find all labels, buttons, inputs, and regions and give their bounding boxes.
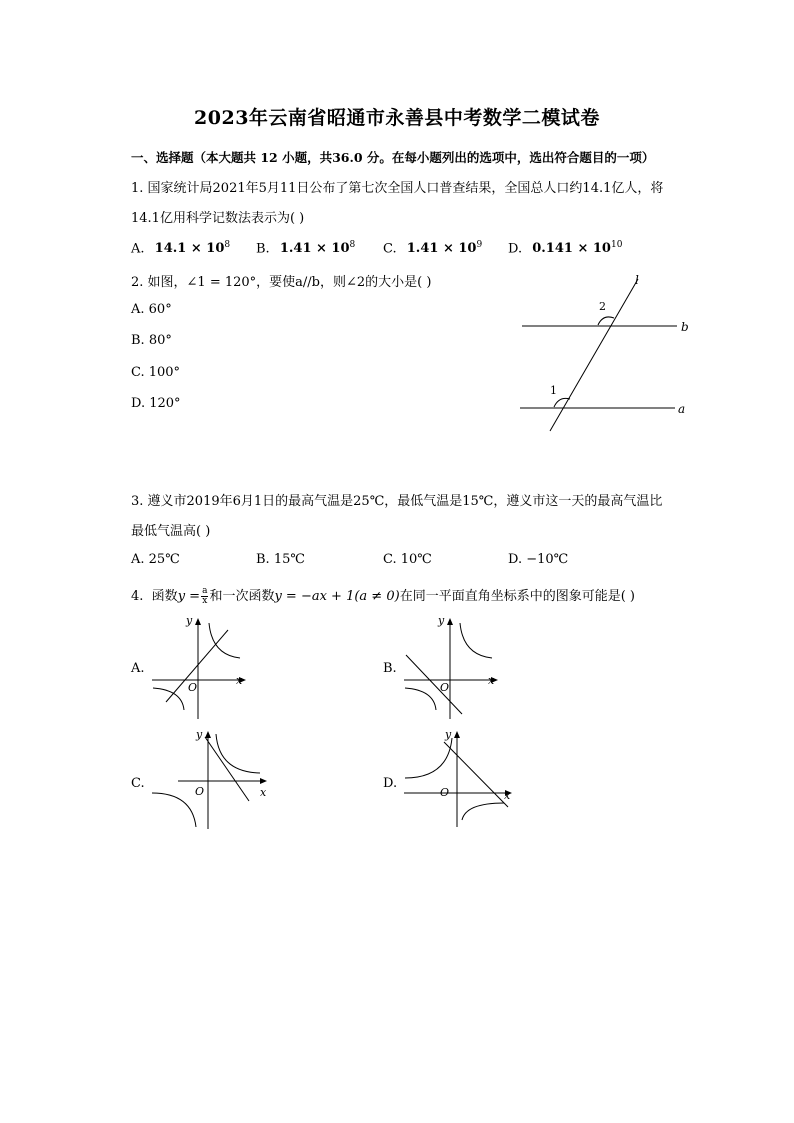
svg-text:x: x <box>236 674 243 687</box>
label-l: l <box>635 273 639 287</box>
q3-option-b[interactable]: B. 15℃ <box>256 552 305 567</box>
q1-option-c[interactable]: C. $1.41 \times 10^9$ <box>383 240 483 257</box>
q4-graph-d[interactable] <box>400 725 525 830</box>
q2-figure <box>510 265 710 440</box>
label-b: b <box>681 320 689 334</box>
q1-option-b[interactable]: B. $1.41 \times 10^8$ <box>256 240 356 257</box>
q3-stem-line1: 3. 遵义市2019年6月1日的最高气温是25℃，最低气温是15℃，遵义市这一天的最高气温比 <box>131 494 663 509</box>
svg-text:O: O <box>195 785 205 798</box>
q3-option-d[interactable]: D. −10℃ <box>508 552 569 567</box>
q4-graph-a[interactable] <box>148 610 248 722</box>
q2-stem: 2. 如图，∠1 = 120°，要使a//b，则∠2的大小是( ) <box>131 275 432 290</box>
q4-option-d-label[interactable]: D. <box>383 776 398 791</box>
label-angle-1: 1 <box>550 384 557 397</box>
svg-text:x: x <box>504 789 511 802</box>
page-title: 2023年云南省昭通市永善县中考数学二模试卷 <box>194 107 600 129</box>
q1-option-d[interactable]: D. $0.141 \times 10^{10}$ <box>508 240 623 257</box>
label-a: a <box>678 402 686 416</box>
q4-option-a-label[interactable]: A. <box>131 661 145 676</box>
q4-graph-b[interactable] <box>400 610 500 722</box>
svg-text:O: O <box>440 681 450 694</box>
svg-text:x: x <box>260 786 267 799</box>
svg-text:y: y <box>196 728 203 741</box>
q2-option-b[interactable]: B. 80° <box>131 333 172 348</box>
q3-option-a[interactable]: A. 25℃ <box>131 552 180 567</box>
q1-stem-line2: 14.1亿用科学记数法表示为( ) <box>131 211 305 226</box>
q4-option-b-label[interactable]: B. <box>383 661 397 676</box>
svg-text:O: O <box>188 681 198 694</box>
q4-stem: 4. 函数y = $\frac{a}{x}$ 和一次函数y = −ax + 1(a ≠ 0)在同一平面直角坐标系中的图象可能是( ) <box>131 586 635 606</box>
q2-option-d[interactable]: D. 120° <box>131 396 181 411</box>
label-angle-2: 2 <box>599 300 606 313</box>
q4-graph-c[interactable] <box>148 725 273 830</box>
q3-option-c[interactable]: C. 10℃ <box>383 552 432 567</box>
q3-stem-line2: 最低气温高( ) <box>131 524 211 539</box>
svg-text:y: y <box>438 614 445 627</box>
svg-text:O: O <box>440 786 450 799</box>
q1-option-a[interactable]: A. $14.1 \times 10^8$ <box>131 240 231 257</box>
q2-option-c[interactable]: C. 100° <box>131 365 181 380</box>
section-heading: 一、选择题（本大题共 12 小题，共36.0 分。在每小题列出的选项中，选出符合题目的一项） <box>131 150 655 165</box>
svg-text:y: y <box>186 614 193 627</box>
q4-option-c-label[interactable]: C. <box>131 776 145 791</box>
q1-stem-line1: 1. 国家统计局2021年5月11日公布了第七次全国人口普查结果，全国总人口约14.1亿人，将 <box>131 181 664 196</box>
svg-text:x: x <box>488 674 495 687</box>
fraction-a-over-x: $\frac{a}{x}$ <box>202 586 208 606</box>
svg-text:y: y <box>445 728 452 741</box>
q2-option-a[interactable]: A. 60° <box>131 302 172 317</box>
